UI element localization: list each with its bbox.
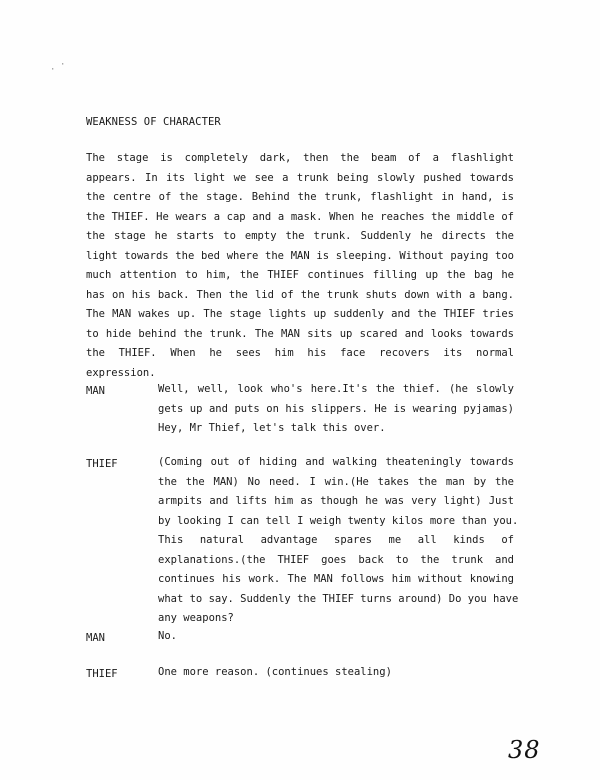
dialogue-line: One more reason. (continues stealing) bbox=[158, 666, 392, 678]
dialogue-speech bbox=[158, 663, 514, 683]
play-title: WEAKNESS OF CHARACTER bbox=[86, 116, 221, 128]
stage-direction-line: The stage is completely dark, then the beam of a flashlight bbox=[86, 152, 514, 164]
paper-speck: · bbox=[50, 65, 56, 75]
stage-direction-line: light towards the bed where the MAN is sleeping. Without paying too bbox=[86, 249, 514, 262]
dialogue-speech bbox=[158, 380, 514, 439]
stage-direction-line: the stage he starts to empty the trunk. Suddenly he directs the bbox=[86, 230, 514, 242]
dialogue-line: what to say. Suddenly the THIEF turns around) Do you have bbox=[158, 592, 519, 605]
speaker-name: THIEF bbox=[86, 458, 118, 470]
speaker-name: MAN bbox=[86, 385, 105, 397]
opening-stage-direction bbox=[86, 149, 514, 383]
stage-direction-line: The MAN wakes up. The stage lights up suddenly and the THIEF tries bbox=[86, 308, 514, 320]
dialogue-line: the the MAN) No need. I win.(He takes the man by the bbox=[158, 475, 514, 488]
stage-direction-line: has on his back. Then the lid of the trunk shuts down with a bang. bbox=[86, 288, 514, 301]
stage-direction-line: to hide behind the trunk. The MAN sits up scared and looks towards bbox=[86, 327, 514, 340]
page-number: 38 bbox=[508, 736, 541, 764]
dialogue-line: any weapons? bbox=[158, 612, 234, 624]
speaker-name: MAN bbox=[86, 632, 105, 644]
speaker-name: THIEF bbox=[86, 668, 118, 680]
stage-direction-line: the THIEF. When he sees him his face recovers its normal bbox=[86, 347, 514, 359]
dialogue-line: Hey, Mr Thief, let's talk this over. bbox=[158, 422, 386, 434]
stage-direction-line: the centre of the stage. Behind the trunk, flashlight in hand, is bbox=[86, 191, 514, 203]
dialogue-line: armpits and lifts him as though he was very light) Just bbox=[158, 495, 514, 507]
dialogue-speech bbox=[158, 453, 519, 629]
dialogue-line: (Coming out of hiding and walking theateningly towards bbox=[158, 456, 514, 468]
dialogue-line: gets up and puts on his slippers. He is wearing pyjamas) bbox=[158, 402, 514, 415]
dialogue-speech bbox=[158, 627, 514, 647]
dialogue-line: continues his work. The MAN follows him without knowing bbox=[158, 573, 514, 585]
dialogue-line: This natural advantage spares me all kinds of bbox=[158, 534, 514, 546]
stage-direction-line: much attention to him, the THIEF continues filling up the bag he bbox=[86, 269, 514, 281]
stage-direction-line: the THIEF. He wears a cap and a mask. When he reaches the middle of bbox=[86, 210, 514, 223]
paper-speck: · bbox=[60, 60, 66, 70]
dialogue-line: by looking I can tell I weigh twenty kilos more than you. bbox=[158, 514, 519, 527]
dialogue-line: No. bbox=[158, 630, 177, 642]
dialogue-line: explanations.(the THIEF goes back to the trunk and bbox=[158, 553, 514, 566]
stage-direction-line: appears. In its light we see a trunk being slowly pushed towards bbox=[86, 171, 514, 184]
dialogue-line: Well, well, look who's here.It's the thief. (he slowly bbox=[158, 383, 514, 395]
stage-direction-line: expression. bbox=[86, 366, 156, 379]
